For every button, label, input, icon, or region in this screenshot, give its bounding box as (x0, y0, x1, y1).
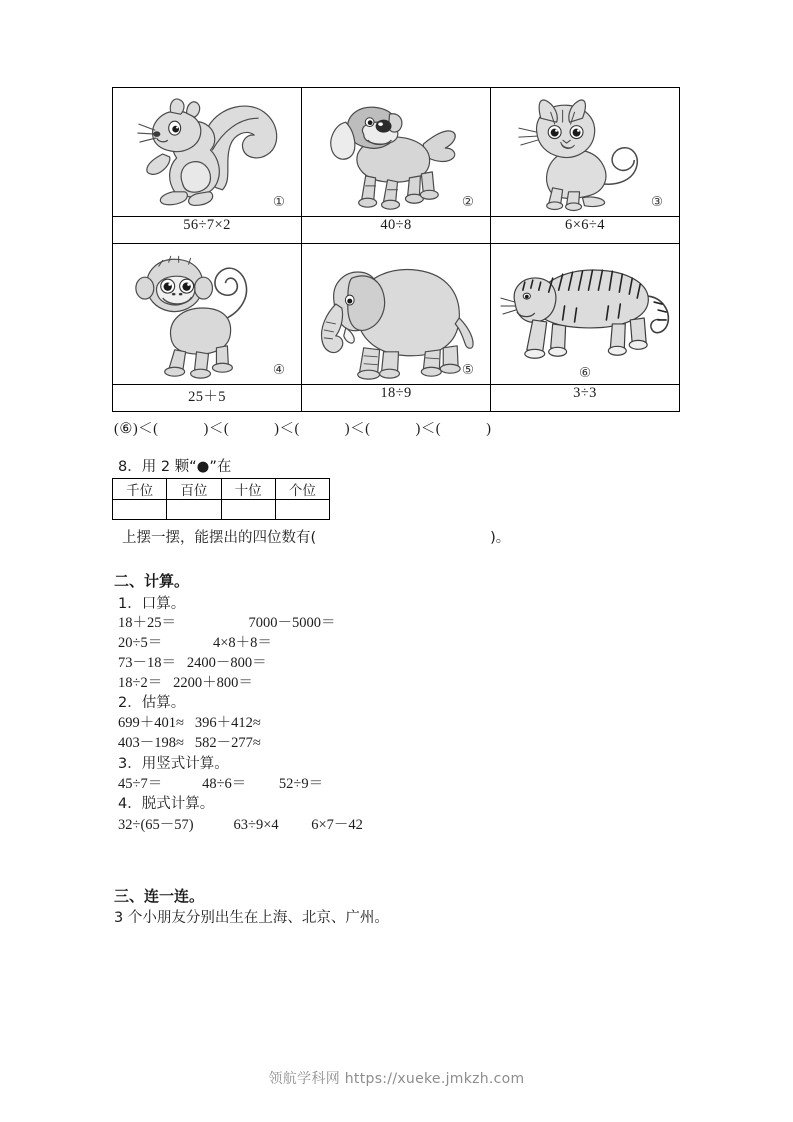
section-3-heading: 三、连一连。 (114, 889, 205, 905)
expression-cell: 56÷7×2 (113, 217, 302, 244)
section-2-group-2-line-1[interactable]: 699＋401≈ 396＋412≈ (118, 715, 261, 731)
section-3-line: 3 个小朋友分别出生在上海、北京、广州。 (114, 910, 389, 926)
expression-cell: 3÷3 (491, 385, 680, 412)
section-2-group-1-line-3[interactable]: 73－18＝ 2400－800＝ (118, 655, 267, 671)
picture-index-label: ⑤ (461, 362, 474, 377)
place-value-header-tens: 十位 (221, 479, 275, 500)
place-value-cell-thousands[interactable] (113, 500, 167, 520)
place-value-cell-ones[interactable] (275, 500, 329, 520)
picture-index-label: ④ (272, 362, 285, 377)
table-row-pictures-top (113, 88, 680, 217)
section-2-group-4-line-1[interactable]: 32÷(65－57) 63÷9×4 6×7－42 (118, 817, 363, 833)
picture-cell-squirrel (113, 88, 302, 217)
place-value-table (112, 478, 330, 520)
section-2-group-3-line-1[interactable]: 45÷7＝ 48÷6＝ 52÷9＝ (118, 776, 324, 792)
place-value-header-ones: 个位 (275, 479, 329, 500)
place-value-header-row (113, 479, 330, 500)
picture-cell-elephant (302, 244, 491, 385)
table-row-expressions-top (113, 217, 680, 244)
place-value-cell-hundreds[interactable] (167, 500, 221, 520)
section-2-group-1-line-4[interactable]: 18÷2＝ 2200＋800＝ (118, 675, 253, 691)
question-8-prompt: 8．用 2 颗“●”在 (118, 459, 232, 475)
picture-index-label: ② (461, 194, 474, 209)
place-value-header-thousands: 千位 (113, 479, 167, 500)
expression-cell: 40÷8 (302, 217, 491, 244)
table-row-pictures-bottom (113, 244, 680, 385)
animal-expression-table (112, 87, 680, 412)
picture-index-label: ① (272, 194, 285, 209)
section-2-heading: 二、计算。 (114, 574, 190, 590)
section-2-group-4-label: 4．脱式计算。 (118, 796, 215, 812)
table-row-expressions-bottom (113, 385, 680, 412)
expression-cell: 6×6÷4 (491, 217, 680, 244)
expression-cell: 18÷9 (302, 385, 491, 412)
picture-cell-tiger (491, 244, 680, 385)
picture-cell-cat (491, 88, 680, 217)
picture-cell-dog (302, 88, 491, 217)
section-2-group-2-label: 2．估算。 (118, 695, 186, 711)
section-2-group-1-line-1[interactable]: 18＋25＝ 7000－5000＝ (118, 615, 336, 631)
expression-cell: 25＋5 (113, 385, 302, 412)
footer-watermark: 领航学科网 https://xueke.jmkzh.com (268, 1071, 525, 1087)
section-2-group-1-label: 1．口算。 (118, 596, 186, 612)
comparison-answer-line[interactable]: (⑥)＜( )＜( )＜( )＜( )＜( ) (114, 421, 492, 437)
question-8-continuation[interactable]: 上摆一摆，能摆出的四位数有( )。 (122, 530, 511, 546)
picture-index-label: ⑥ (578, 365, 592, 380)
section-2-group-2-line-2[interactable]: 403－198≈ 582－277≈ (118, 735, 261, 751)
tiger-icon (491, 244, 679, 384)
section-2-group-1-line-2[interactable]: 20÷5＝ 4×8＋8＝ (118, 635, 272, 651)
picture-cell-monkey (113, 244, 302, 385)
section-2-group-3-label: 3．用竖式计算。 (118, 756, 229, 772)
place-value-header-hundreds: 百位 (167, 479, 221, 500)
place-value-answer-row[interactable] (113, 500, 330, 520)
picture-index-label: ③ (650, 194, 663, 209)
place-value-cell-tens[interactable] (221, 500, 275, 520)
